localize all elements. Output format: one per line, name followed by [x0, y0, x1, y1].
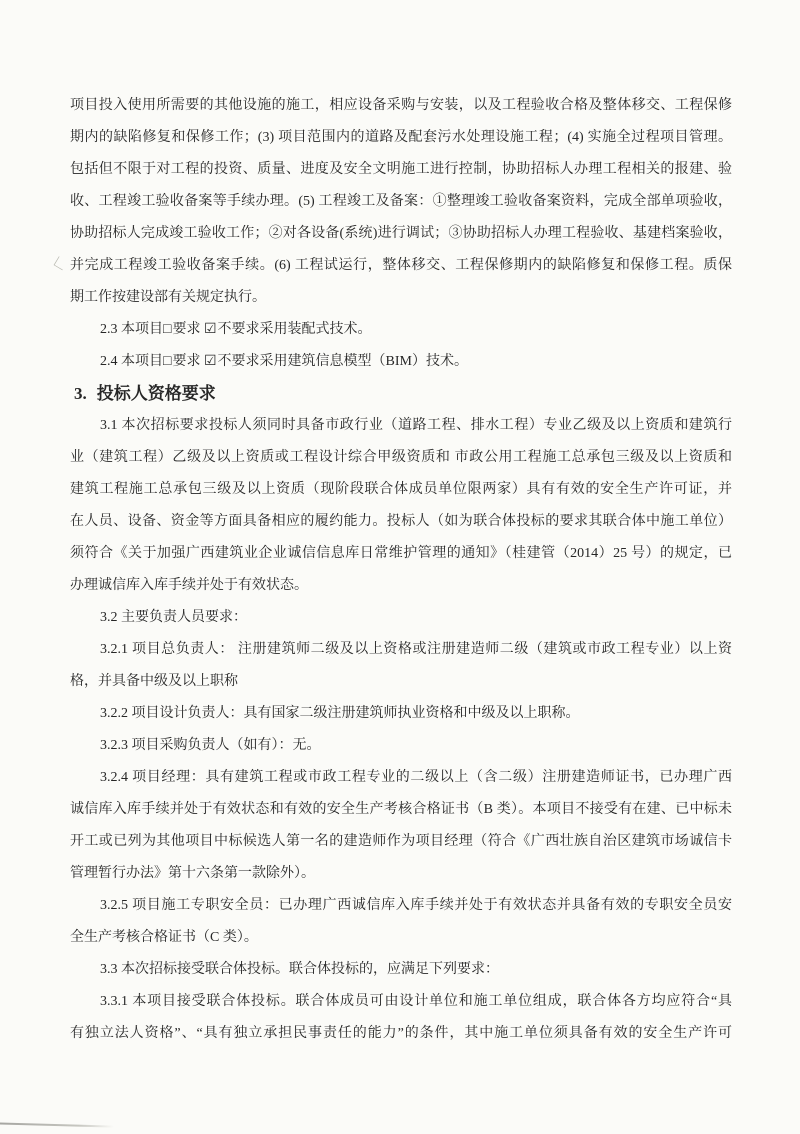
clause-3-2-4-text: 管理暂行办法》第十六条第一款除外）。	[70, 866, 315, 881]
clause-2-4-text: 不要求采用建筑信息模型（BIM）技术。	[217, 354, 468, 369]
clause-3-1-line	[70, 474, 732, 506]
clause-3-2-5-line	[70, 922, 732, 954]
clause-3-2-4-line	[70, 858, 732, 890]
scan-artifact-bottom-edge	[0, 1122, 114, 1127]
clause-3-2-3-text: 3.2.3 项目采购负责人（如有）：无。	[100, 738, 321, 753]
clause-2-4-text: 2.4 本项目	[100, 354, 163, 369]
scope-paragraph-line	[70, 282, 732, 314]
clause-3-1-text: 须符合《关于加强广西建筑业企业诚信信息库日常维护管理的通知》（桂建管（2014）25 号）的规定，已	[70, 546, 732, 561]
scope-paragraph-text: 协助招标人完成竣工验收工作；②对各设备(系统)进行调试；③协助招标人办理工程验收、基建档案验收，	[70, 226, 732, 241]
clause-2-4-text: 要求	[172, 354, 204, 369]
clause-3-1-line	[70, 506, 732, 538]
scope-paragraph-line	[70, 250, 732, 282]
scope-paragraph-text: 项目投入使用所需要的其他设施的施工，相应设备采购与安装，以及工程验收合格及整体移交、工程保修	[70, 98, 732, 113]
clause-3-1-text: 办理诚信库入库手续并处于有效状态。	[70, 578, 308, 593]
clause-2-4	[70, 346, 732, 378]
clause-3-1-underlined-text: 市政行业（道路工程、排水工程）专业乙级及以上资质和建筑行	[325, 418, 733, 433]
scope-paragraph-text: 包括但不限于对工程的投资、质量、进度及安全文明施工进行控制，协助招标人办理工程相关的报建、验	[70, 162, 732, 177]
clause-3-1-line	[70, 570, 732, 602]
clause-3-2-4-text: 诚信库入库手续并处于有效状态和有效的安全生产考核合格证书（B 类）。本项目不接受有在建、已中标未	[70, 802, 732, 817]
clause-3-3-1-line	[70, 986, 732, 1018]
scope-paragraph-text: 收、工程竣工验收备案等手续办理。(5) 工程竣工及备案：①整理竣工验收备案资料，完成全部单项验收，	[70, 194, 732, 209]
clause-3-1-line	[70, 538, 732, 570]
clause-2-3-text: 2.3 本项目	[100, 322, 163, 337]
clause-3-2-2-text: 3.2.2 项目设计负责人：具有国家二级注册建筑师执业资格和中级及以上职称。	[100, 706, 580, 721]
clause-3-2-5-text: 3.2.5 项目施工专职安全员：已办理广西诚信库入库手续并处于有效状态并具备有效的专职安全员安	[100, 898, 732, 913]
clause-3-2-4-text: 3.2.4 项目经理：具有建筑工程或市政工程专业的二级以上（含二级）注册建造师证书，已办理广西	[100, 770, 732, 785]
scope-paragraph-line	[70, 186, 732, 218]
clause-3-2-3	[70, 730, 732, 762]
checkbox-checked-icon: ☑	[203, 354, 218, 369]
section-3-heading	[70, 378, 732, 410]
clause-3-2-1-text: 3.2.1 项目总负责人： 注册建筑师二级及以上资格或注册建造师二级（建筑或市政工程专业）以上资	[100, 642, 732, 657]
clause-2-3-text: 不要求采用装配式技术。	[217, 322, 372, 337]
clause-3-3-text: 3.3 本次招标接受联合体投标。联合体投标的，应满足下列要求：	[100, 962, 499, 977]
scope-paragraph-line	[70, 218, 732, 250]
clause-3-3-1-text: 3.3.1 本项目接受联合体投标。联合体成员可由设计单位和施工单位组成，联合体各方均应符合“具	[100, 994, 732, 1009]
clause-3-2-4-line	[70, 826, 732, 858]
scope-paragraph-line	[70, 154, 732, 186]
clause-3-2-1-text: 格，并具备中级及以上职称	[70, 674, 238, 689]
clause-3-1-line	[70, 442, 732, 474]
scope-paragraph-text: 期工作按建设部有关规定执行。	[70, 290, 280, 305]
section-3-title: 投标人资格要求	[96, 384, 216, 403]
clause-3-2-text: 3.2 主要负责人员要求：	[100, 610, 247, 625]
clause-3-2-5-text: 全生产考核合格证书（C 类）。	[70, 930, 258, 945]
clause-2-3	[70, 314, 732, 346]
clause-3-2-4-line	[70, 762, 732, 794]
clause-3-1-text: 具有有效的安全生产许可证，并	[526, 482, 733, 497]
scope-paragraph-line	[70, 122, 732, 154]
clause-3-3-1-text: 有独立法人资格”、“具有独立承担民事责任的能力”的条件，其中施工单位须具备有效的安全生产许可	[70, 1026, 732, 1041]
scope-paragraph-line	[70, 90, 732, 122]
checkbox-unchecked-icon: □	[163, 354, 173, 369]
checkbox-checked-icon: ☑	[203, 322, 218, 337]
scan-artifact-pencil-mark: 〈	[42, 255, 64, 277]
clause-3-2-4-line	[70, 794, 732, 826]
clause-3-2	[70, 602, 732, 634]
clause-3-3-1-line	[70, 1018, 732, 1050]
text-column	[70, 90, 732, 1050]
clause-3-1-line	[70, 410, 732, 442]
clause-3-2-1-line	[70, 634, 732, 666]
checkbox-unchecked-icon: □	[163, 322, 173, 337]
scope-paragraph-text: 并完成工程竣工验收备案手续。(6) 工程试运行，整体移交、工程保修期内的缺陷修复和保修工程。质保	[70, 258, 732, 273]
clause-3-1-underlined-text: 建筑工程施工总承包三级及以上资质（现阶段联合体成员单位限两家）	[70, 482, 527, 497]
section-3-number: 3.	[74, 384, 87, 403]
clause-3-1-text: 在人员、设备、资金等方面具备相应的履约能力。投标人（如为联合体投标的要求其联合体中施工单位）	[70, 514, 732, 529]
scope-paragraph-text: 期内的缺陷修复和保修工作；(3) 项目范围内的道路及配套污水处理设施工程；(4) 实施全过程项目管理。	[70, 130, 732, 145]
clause-3-2-5-line	[70, 890, 732, 922]
clause-3-2-4-text: 开工或已列为其他项目中标候选人第一名的建造师作为项目经理（符合《广西壮族自治区建筑市场诚信卡	[70, 834, 732, 849]
clause-3-2-2	[70, 698, 732, 730]
clause-3-1-underlined-text: 业（建筑工程）乙级及以上资质或工程设计综合甲级资质和 市政公用工程施工总承包三级及以上资质和	[70, 450, 732, 465]
clause-2-3-text: 要求	[172, 322, 204, 337]
clause-3-2-1-line	[70, 666, 732, 698]
clause-3-1-text: 3.1 本次招标要求投标人须同时具备	[100, 418, 326, 433]
clause-3-3	[70, 954, 732, 986]
